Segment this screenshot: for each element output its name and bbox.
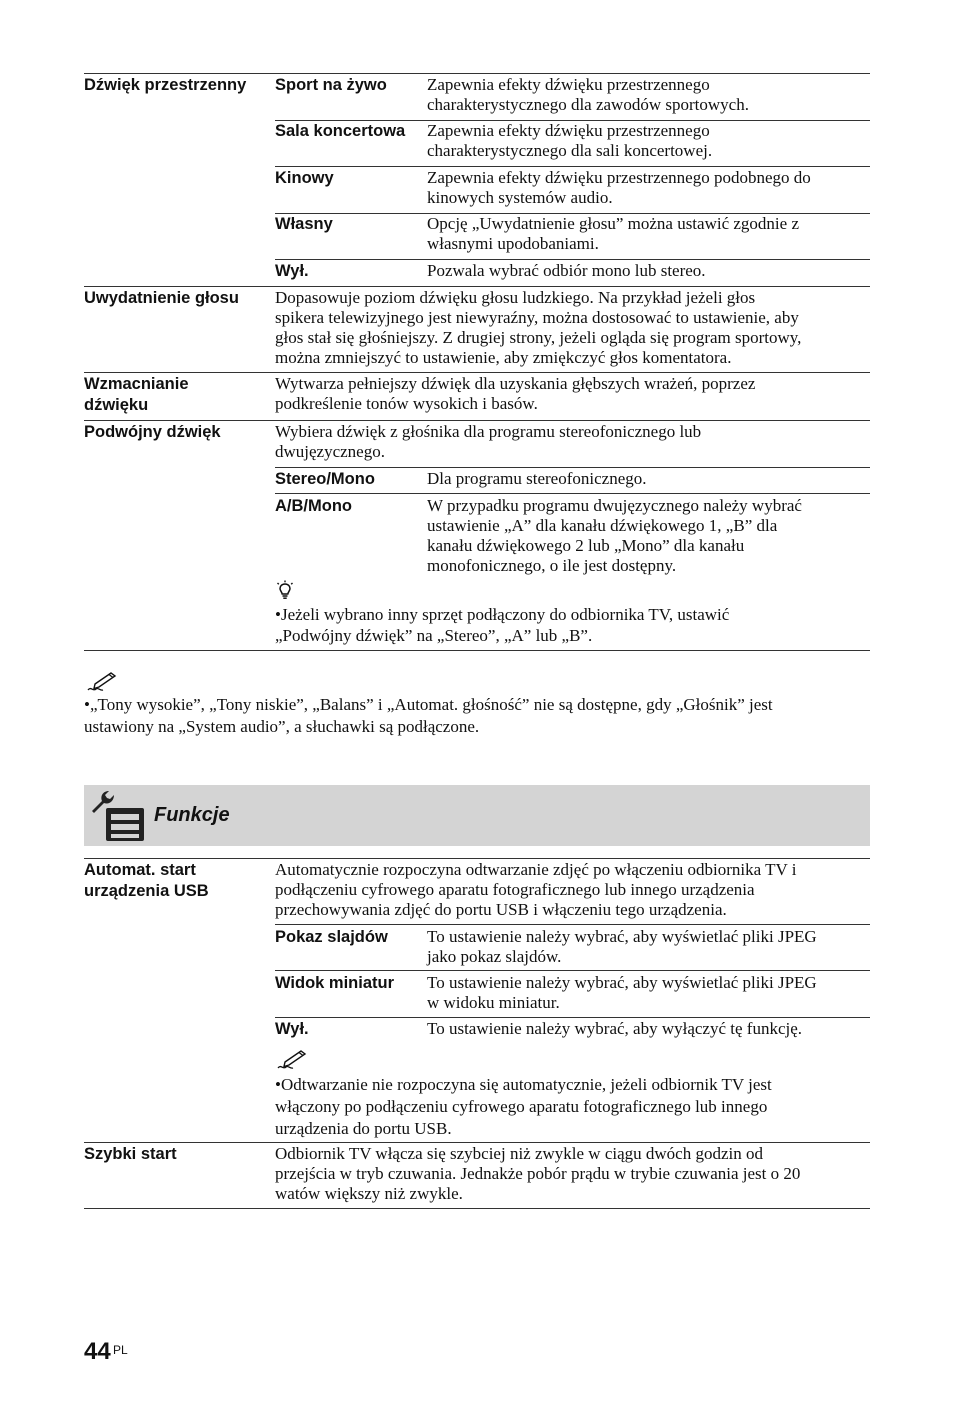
option-label: Własny [275,215,333,233]
table-rule [84,286,870,287]
table-rule [275,1017,870,1018]
pencil-note-icon [86,671,120,693]
table-rule [275,467,870,468]
text-line: To ustawienie należy wybrać, aby wyświetlać pliki JPEG [427,927,817,946]
setting-description [275,374,867,414]
text-line: w widoku miniatur. [427,993,560,1012]
text-line: spikera telewizyjnego jest niewyraźny, można dostosować to ustawienie, aby [275,308,799,327]
text-line: Wybiera dźwięk z głośnika dla programu stereofonicznego lub [275,422,702,441]
text-line: głos stał się głośniejszy. Z drugiej strony, jeżeli ogląda się program sportowy, [275,328,802,347]
text-line: watów większy niż zwykle. [275,1184,463,1203]
table-rule [275,166,870,167]
option-description [427,168,867,208]
setting-description [275,1144,867,1204]
label-line: Automat. start [84,861,196,879]
setting-label-dual: Podwójny dźwięk [84,423,221,441]
table-rule [84,372,870,373]
setting-description [275,422,867,462]
text-line: W przypadku programu dwujęzycznego należy wybrać [427,496,802,515]
page-number: 44 [84,1338,111,1365]
text-line: Odtwarzanie nie rozpoczyna się automatycznie, jeżeli odbiornik TV jest [280,1075,772,1094]
text-line: przechowywania zdjęć do portu USB i włączeniu tego urządzenia. [275,900,727,919]
option-description [427,214,867,254]
text-line: Odbiornik TV włącza się szybciej niż zwykle w ciągu dwóch godzin od [275,1144,763,1163]
text-line: Zapewnia efekty dźwięku przestrzennego [427,121,710,140]
text-line: ustawienie „A” dla kanału dźwiękowego 1, „B” dla [427,516,778,535]
option-label: Widok miniatur [275,974,395,992]
wrench-settings-icon [88,789,148,843]
text-line: ustawiony na „System audio”, a słuchawki są podłączone. [84,717,480,736]
option-description [427,469,867,489]
text-line: urządzenia do portu USB. [275,1119,452,1138]
option-description [427,1019,867,1039]
text-line: „Podwójny dźwięk” na „Stereo”, „A” lub „B”. [275,626,593,645]
setting-label-usb-autostart [84,860,269,902]
text-line: Jeżeli wybrano inny sprzęt podłączony do odbiornika TV, ustawić [280,605,730,624]
text-line: własnymi upodobaniami. [427,234,599,253]
text-line: „Tony wysokie”, „Tony niskie”, „Balans” i „Automat. głośność” nie są dostępne, gdy „Głośnik” jest [89,695,773,714]
option-label: Wył. [275,1020,309,1038]
setting-description [275,860,867,920]
text-line: Automatycznie rozpoczyna odtwarzanie zdjęć po włączeniu odbiornika TV i [275,860,797,879]
option-description [427,927,867,967]
text-line: podkreślenie tonów wysokich i basów. [275,394,538,413]
table-rule [84,420,870,421]
option-label: Pokaz slajdów [275,928,388,946]
option-description [427,75,867,115]
text-line: kinowych systemów audio. [427,188,613,207]
text-line: To ustawienie należy wybrać, aby wyłączyć tę funkcję. [427,1019,803,1038]
setting-label-surround: Dźwięk przestrzenny [84,76,247,94]
note-text: •„Tony wysokie”, „Tony niskie”, „Balans” i „Automat. głośność” nie są dostępne, gdy „Głośnik” jest ustawiony na „System audio”, a słuchawki są podłączone. [84,694,882,738]
text-line: jako pokaz slajdów. [427,947,562,966]
text-line: Dla programu stereofonicznego. [427,469,647,488]
table-rule [275,493,870,494]
option-description [427,496,867,576]
table-rule [84,650,870,651]
text-line: monofonicznego, o ile jest dostępny. [427,556,677,575]
text-line: Pozwala wybrać odbiór mono lub stereo. [427,261,706,280]
page-language: PL [113,1343,128,1357]
text-line: można zmniejszyć to ustawienie, aby zmiękczyć głos komentatora. [275,348,732,367]
table-rule [275,924,870,925]
note-text: •Odtwarzanie nie rozpoczyna się automatycznie, jeżeli odbiornik TV jest włączony po podłączeniu cyfrowego aparatu fotograficznego lub innego urządzenia do portu USB. [275,1074,879,1140]
setting-label-boost [84,374,269,416]
setting-description [275,288,867,368]
text-line: Zapewnia efekty dźwięku przestrzennego podobnego do [427,168,811,187]
table-rule [275,259,870,260]
text-line: charakterystycznego dla sali koncertowej. [427,141,713,160]
option-description [427,973,867,1013]
text-line: kanału dźwiękowego 2 lub „Mono” dla kanału [427,536,745,555]
text-line: włączony po podłączeniu cyfrowego aparatu fotograficznego lub innego [275,1097,768,1116]
section-title: Funkcje [154,804,230,826]
option-label: Stereo/Mono [275,470,375,488]
option-description [427,121,867,161]
table-rule [84,1208,870,1209]
table-rule [84,1142,870,1143]
text-line: przejścia w tryb czuwania. Jednakże pobór prądu w trybie czuwania jest o 20 [275,1164,801,1183]
lightbulb-icon [275,580,295,600]
text-line: Wytwarza pełniejszy dźwięk dla uzyskania głębszych wrażeń, poprzez [275,374,756,393]
text-line: Dopasowuje poziom dźwięku głosu ludzkiego. Na przykład jeżeli głos [275,288,756,307]
option-label: Sala koncertowa [275,122,406,140]
text-line: Zapewnia efekty dźwięku przestrzennego [427,75,710,94]
text-line: charakterystycznego dla zawodów sportowych. [427,95,749,114]
label-line: urządzenia USB [84,882,209,900]
table-rule [275,970,870,971]
text-line: dwujęzycznego. [275,442,385,461]
table-rule [84,858,870,859]
label-line: dźwięku [84,396,149,414]
option-description [427,261,867,281]
option-label: Sport na żywo [275,76,387,94]
text-line: podłączeniu cyfrowego aparatu fotograficznego lub innego urządzenia [275,880,755,899]
pencil-note-icon [276,1049,310,1071]
text-line: To ustawienie należy wybrać, aby wyświetlać pliki JPEG [427,973,817,992]
tip-text: •Jeżeli wybrano inny sprzęt podłączony do odbiornika TV, ustawić „Podwójny dźwięk” na „Stereo”, „A” lub „B”. [275,604,879,646]
table-rule [84,73,870,74]
option-label: Wył. [275,262,309,280]
option-label: A/B/Mono [275,497,352,515]
setting-label-voice: Uwydatnienie głosu [84,289,239,307]
option-label: Kinowy [275,169,334,187]
setting-label-quick-start: Szybki start [84,1145,177,1163]
label-line: Wzmacnianie [84,375,189,393]
text-line: Opcję „Uwydatnienie głosu” można ustawić zgodnie z [427,214,799,233]
